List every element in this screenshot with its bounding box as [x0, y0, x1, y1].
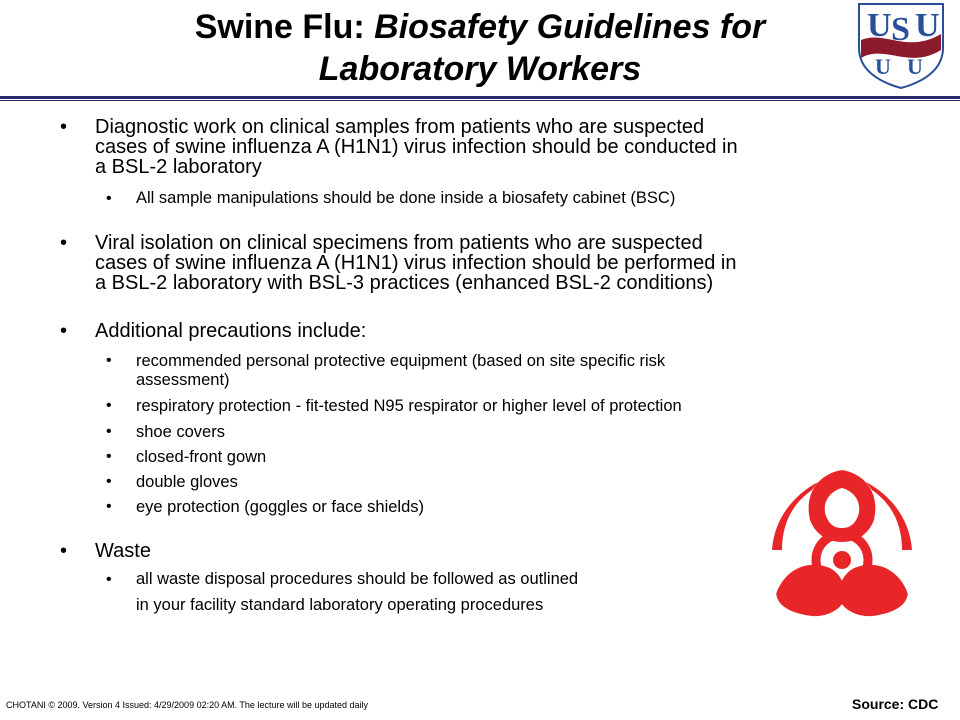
- bullet-2: •: [60, 232, 68, 254]
- item-1-line-2: cases of swine influenza A (H1N1) virus infection should be conducted in: [95, 136, 738, 158]
- svg-text:U: U: [907, 54, 923, 79]
- sub-bullet-3-2: •: [106, 397, 112, 414]
- sub-bullet-3-6: •: [106, 498, 112, 515]
- item-3-sub-1-line-1: recommended personal protective equipment (based on site specific risk: [136, 352, 666, 370]
- item-3-text: Additional precautions include:: [95, 320, 367, 342]
- item-1-line-3: a BSL-2 laboratory: [95, 156, 262, 178]
- item-1-sub-1: All sample manipulations should be done inside a biosafety cabinet (BSC): [136, 189, 676, 207]
- item-2-text: [95, 233, 885, 293]
- item-3-sub-2: respiratory protection - fit-tested N95 respirator or higher level of protection: [136, 397, 682, 415]
- item-3-sub-1-line-2: assessment): [136, 371, 230, 389]
- item-4-sub-1: all waste disposal procedures should be followed as outlined: [136, 570, 579, 588]
- bullet-3: •: [60, 320, 68, 342]
- sub-bullet-3-4: •: [106, 448, 112, 465]
- svg-text:U: U: [875, 54, 891, 79]
- item-2-line-3: a BSL-2 laboratory with BSL-3 practices (enhanced BSL-2 conditions): [95, 272, 714, 294]
- item-1-line-1: Diagnostic work on clinical samples from patients who are suspected: [95, 116, 705, 138]
- item-3-sub-1: [136, 352, 856, 390]
- sub-bullet-3-3: •: [106, 423, 112, 440]
- item-3-sub-6: eye protection (goggles or face shields): [136, 498, 424, 516]
- sub-bullet-3-1: •: [106, 352, 112, 369]
- title-italic-2: Laboratory Workers: [318, 50, 642, 88]
- item-3-sub-5: double gloves: [136, 473, 238, 491]
- item-3-sub-3: shoe covers: [136, 423, 225, 441]
- bullet-1: •: [60, 116, 68, 138]
- sub-bullet-4-1: •: [106, 571, 112, 588]
- biohazard-icon: [752, 450, 932, 620]
- svg-text:U: U: [915, 7, 940, 44]
- bullet-4: •: [60, 540, 68, 562]
- item-4-sub-2: in your facility standard laboratory operating procedures: [136, 596, 544, 614]
- title-plain: Swine Flu:: [194, 8, 375, 46]
- item-2-line-2: cases of swine influenza A (H1N1) virus infection should be performed in: [95, 252, 737, 274]
- item-2-line-1: Viral isolation on clinical specimens from patients who are suspected: [95, 232, 703, 254]
- item-3-sub-4: closed-front gown: [136, 448, 267, 466]
- footer-source: Source: CDC: [852, 696, 939, 712]
- item-4-text: Waste: [95, 540, 151, 562]
- footer-copyright: CHOTANI © 2009. Version 4 Issued: 4/29/2009 02:20 AM. The lecture will be updated daily: [6, 700, 369, 710]
- item-1-text: [95, 117, 885, 177]
- title-italic-1: Biosafety Guidelines for: [374, 8, 766, 46]
- svg-text:U: U: [867, 7, 892, 44]
- svg-text:S: S: [891, 11, 910, 48]
- sub-bullet-1-1: •: [106, 190, 112, 207]
- sub-bullet-3-5: •: [106, 473, 112, 490]
